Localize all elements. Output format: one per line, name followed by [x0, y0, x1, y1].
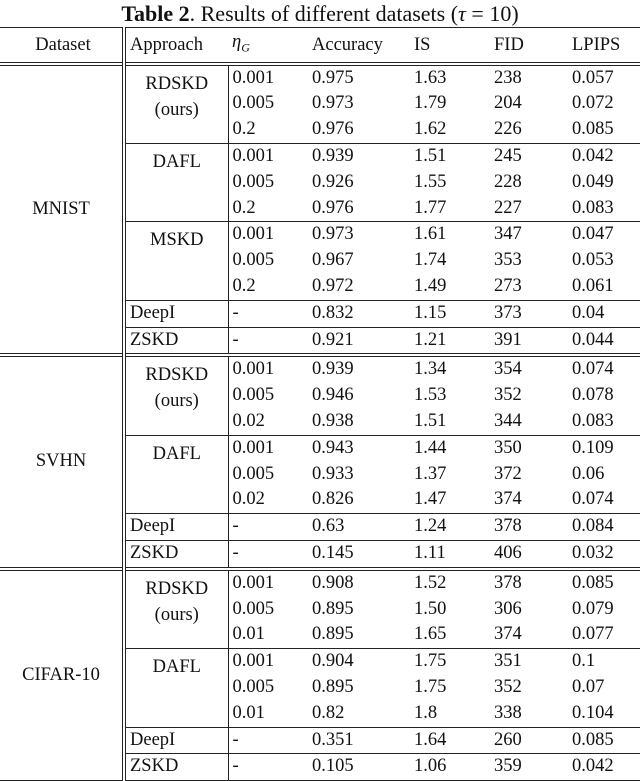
dataset-name: SVHN	[0, 355, 124, 568]
dataset-block	[0, 355, 640, 568]
cell-lpips: 0.085	[568, 727, 640, 754]
cell-eta: 0.001	[232, 67, 275, 88]
cell-lpips: 0.085	[572, 572, 614, 593]
cell-lpips: 0.04	[568, 300, 640, 327]
cell-lpips: 0.07	[572, 677, 605, 698]
cell-is: 1.8	[414, 702, 438, 723]
cell-eta: 0.02	[232, 411, 265, 432]
cell-is: 1.06	[410, 754, 490, 781]
cell-lpips: 0.079	[572, 598, 614, 619]
cell-accuracy: 0.976	[312, 197, 354, 218]
cell-accuracy: 0.975	[312, 67, 354, 88]
cell-accuracy: 0.973	[312, 93, 354, 114]
cell-accuracy: 0.82	[312, 702, 345, 723]
cell-accuracy: 0.921	[308, 327, 410, 355]
dataset-block	[0, 569, 640, 781]
cell-is: 1.50	[414, 598, 447, 619]
cell-lpips: 0.085	[572, 119, 614, 140]
cell-is: 1.51	[414, 411, 447, 432]
cell-eta: 0.001	[228, 435, 308, 461]
approach-name: DeepI	[124, 300, 228, 327]
cell-eta: 0.2	[232, 276, 256, 297]
cell-is: 1.64	[410, 727, 490, 754]
cell-accuracy: 0.145	[308, 541, 410, 569]
cell-lpips: 0.1	[568, 649, 640, 675]
cell-is: 1.53	[414, 385, 447, 406]
cell-accuracy: 0.946	[312, 385, 354, 406]
cell-fid: 374	[494, 624, 522, 645]
approach-title: DAFL	[152, 443, 201, 464]
header-fid: FID	[494, 34, 524, 55]
cell-lpips: 0.072	[572, 93, 614, 114]
cell-lpips: 0.104	[572, 702, 614, 723]
cell-fid: 338	[494, 702, 522, 723]
cell-is: 1.51	[410, 144, 490, 170]
approach-name: DeepI	[124, 727, 228, 754]
cell-eta: 0.001	[232, 572, 275, 593]
eta-symbol: η	[232, 32, 242, 52]
cell-accuracy: 0.904	[308, 649, 410, 675]
cell-eta: 0.2	[232, 119, 256, 140]
approach-label	[126, 436, 228, 467]
cell-is: 1.34	[414, 359, 447, 380]
cell-fid: 359	[490, 754, 568, 781]
header-eta	[228, 28, 308, 64]
cell-lpips: 0.084	[568, 514, 640, 541]
approach-label	[126, 571, 228, 628]
cell-eta: 0.001	[228, 649, 308, 675]
approach-name: ZSKD	[124, 541, 228, 569]
cell-eta: 0.005	[232, 677, 275, 698]
table-caption	[0, 0, 640, 27]
cell-eta: 0.01	[232, 624, 265, 645]
dataset-name: MNIST	[0, 64, 124, 356]
cell-fid: 406	[490, 541, 568, 569]
cell-lpips: 0.074	[572, 359, 614, 380]
cell-accuracy: 0.895	[312, 598, 354, 619]
cell-lpips: 0.057	[572, 67, 614, 88]
cell-fid: 347	[490, 222, 568, 248]
cell-fid: 204	[494, 93, 522, 114]
cell-lpips: 0.032	[568, 541, 640, 569]
cell-fid: 374	[494, 489, 522, 510]
approach-title: RDSKD	[145, 365, 209, 386]
header-row	[0, 28, 640, 64]
cell-fid: 350	[490, 435, 568, 461]
cell-accuracy: 0.63	[308, 514, 410, 541]
cell-is: 1.74	[414, 250, 447, 271]
cell-is: 1.75	[410, 649, 490, 675]
cell-accuracy: 0.973	[308, 222, 410, 248]
approach-name: ZSKD	[124, 754, 228, 781]
cell-eta: 0.005	[232, 171, 275, 192]
header-dataset: Dataset	[0, 28, 124, 64]
cell-eta: -	[228, 727, 308, 754]
cell-is: 1.65	[414, 624, 447, 645]
cell-lpips: 0.047	[568, 222, 640, 248]
approach-title: MSKD	[150, 230, 204, 251]
cell-fid: 226	[494, 119, 522, 140]
approach-title: RDSKD	[145, 73, 209, 94]
results-table	[0, 27, 640, 781]
cell-lpips: 0.109	[568, 435, 640, 461]
cell-fid: 352	[494, 385, 522, 406]
caption-text: . Results of different datasets (	[189, 1, 459, 26]
cell-lpips: 0.049	[572, 171, 614, 192]
cell-lpips: 0.042	[568, 144, 640, 170]
cell-fid: 353	[494, 250, 522, 271]
cell-lpips: 0.042	[568, 754, 640, 781]
approach-name	[124, 64, 228, 144]
caption-tau: τ	[458, 1, 466, 26]
table-row	[0, 569, 640, 597]
header-accuracy: Accuracy	[312, 34, 383, 55]
approach-name: DeepI	[124, 514, 228, 541]
dataset-block	[0, 64, 640, 356]
cell-is: 1.11	[410, 541, 490, 569]
caption-label: Table 2	[121, 1, 190, 26]
cell-lpips: 0.074	[572, 489, 614, 510]
cell-accuracy: 0.933	[312, 463, 354, 484]
cell-is: 1.62	[414, 119, 447, 140]
caption-eq: = 10)	[465, 1, 519, 26]
cell-is: 1.52	[414, 572, 447, 593]
cell-fid: 378	[490, 514, 568, 541]
cell-is: 1.63	[414, 67, 447, 88]
approach-note: (ours)	[154, 604, 199, 625]
cell-is: 1.47	[414, 489, 447, 510]
approach-name	[124, 569, 228, 649]
approach-title: RDSKD	[145, 578, 209, 599]
header-lpips: LPIPS	[572, 34, 621, 55]
cell-accuracy: 0.105	[308, 754, 410, 781]
cell-is: 1.24	[410, 514, 490, 541]
cell-fid: 352	[494, 677, 522, 698]
cell-fid: 391	[490, 327, 568, 355]
cell-eta: 0.01	[232, 702, 265, 723]
cell-eta: 0.001	[232, 359, 275, 380]
cell-is: 1.75	[414, 677, 447, 698]
cell-is: 1.61	[410, 222, 490, 248]
cell-accuracy: 0.976	[312, 119, 354, 140]
cell-is: 1.21	[410, 327, 490, 355]
cell-eta: -	[228, 327, 308, 355]
cell-fid: 228	[494, 171, 522, 192]
header-approach: Approach	[130, 34, 203, 55]
eta-subscript: G	[241, 40, 250, 55]
cell-accuracy: 0.939	[312, 359, 354, 380]
table-row	[0, 64, 640, 92]
cell-accuracy: 0.826	[312, 489, 354, 510]
approach-label	[126, 66, 228, 123]
cell-eta: 0.2	[232, 197, 256, 218]
approach-name	[124, 649, 228, 727]
cell-fid: 260	[490, 727, 568, 754]
cell-eta: 0.005	[232, 250, 275, 271]
cell-accuracy: 0.967	[312, 250, 354, 271]
cell-eta: 0.001	[228, 144, 308, 170]
cell-eta: 0.02	[232, 489, 265, 510]
cell-fid: 306	[494, 598, 522, 619]
cell-accuracy: 0.939	[308, 144, 410, 170]
approach-note: (ours)	[154, 391, 199, 412]
cell-is: 1.79	[414, 93, 447, 114]
approach-note: (ours)	[154, 99, 199, 120]
dataset-name: CIFAR-10	[0, 569, 124, 781]
cell-accuracy: 0.926	[312, 171, 354, 192]
cell-is: 1.77	[414, 197, 447, 218]
cell-lpips: 0.053	[572, 250, 614, 271]
cell-lpips: 0.083	[572, 197, 614, 218]
approach-name	[124, 222, 228, 300]
cell-eta: 0.005	[232, 385, 275, 406]
approach-label	[126, 222, 228, 253]
approach-name	[124, 144, 228, 222]
cell-eta: 0.005	[232, 93, 275, 114]
cell-eta: -	[228, 300, 308, 327]
cell-is: 1.37	[414, 463, 447, 484]
cell-fid: 378	[494, 572, 522, 593]
cell-eta: 0.001	[228, 222, 308, 248]
cell-fid: 245	[490, 144, 568, 170]
cell-is: 1.49	[414, 276, 447, 297]
cell-eta: -	[228, 754, 308, 781]
cell-eta: -	[228, 514, 308, 541]
cell-is: 1.55	[414, 171, 447, 192]
cell-is: 1.15	[410, 300, 490, 327]
cell-accuracy: 0.351	[308, 727, 410, 754]
cell-lpips: 0.078	[572, 385, 614, 406]
approach-title: DAFL	[152, 152, 201, 173]
cell-accuracy: 0.895	[312, 624, 354, 645]
cell-lpips: 0.061	[572, 276, 614, 297]
cell-eta: -	[228, 541, 308, 569]
cell-is: 1.44	[410, 435, 490, 461]
approach-name	[124, 435, 228, 513]
cell-fid: 373	[490, 300, 568, 327]
approach-name: ZSKD	[124, 327, 228, 355]
cell-fid: 372	[494, 463, 522, 484]
cell-eta: 0.005	[232, 463, 275, 484]
cell-lpips: 0.077	[572, 624, 614, 645]
cell-accuracy: 0.908	[312, 572, 354, 593]
approach-label	[126, 357, 228, 414]
cell-fid: 227	[494, 197, 522, 218]
cell-lpips: 0.06	[572, 463, 605, 484]
cell-lpips: 0.083	[572, 411, 614, 432]
cell-accuracy: 0.972	[312, 276, 354, 297]
approach-name	[124, 355, 228, 435]
cell-fid: 351	[490, 649, 568, 675]
table-header	[0, 28, 640, 64]
cell-accuracy: 0.938	[312, 411, 354, 432]
cell-accuracy: 0.832	[308, 300, 410, 327]
cell-accuracy: 0.895	[312, 677, 354, 698]
cell-lpips: 0.044	[568, 327, 640, 355]
table-row	[0, 355, 640, 383]
cell-fid: 238	[494, 67, 522, 88]
header-is: IS	[414, 34, 431, 55]
approach-label	[126, 649, 228, 680]
cell-fid: 273	[494, 276, 522, 297]
cell-fid: 354	[494, 359, 522, 380]
cell-accuracy: 0.943	[308, 435, 410, 461]
approach-title: DAFL	[152, 657, 201, 678]
approach-label	[126, 144, 228, 175]
cell-eta: 0.005	[232, 598, 275, 619]
cell-fid: 344	[494, 411, 522, 432]
